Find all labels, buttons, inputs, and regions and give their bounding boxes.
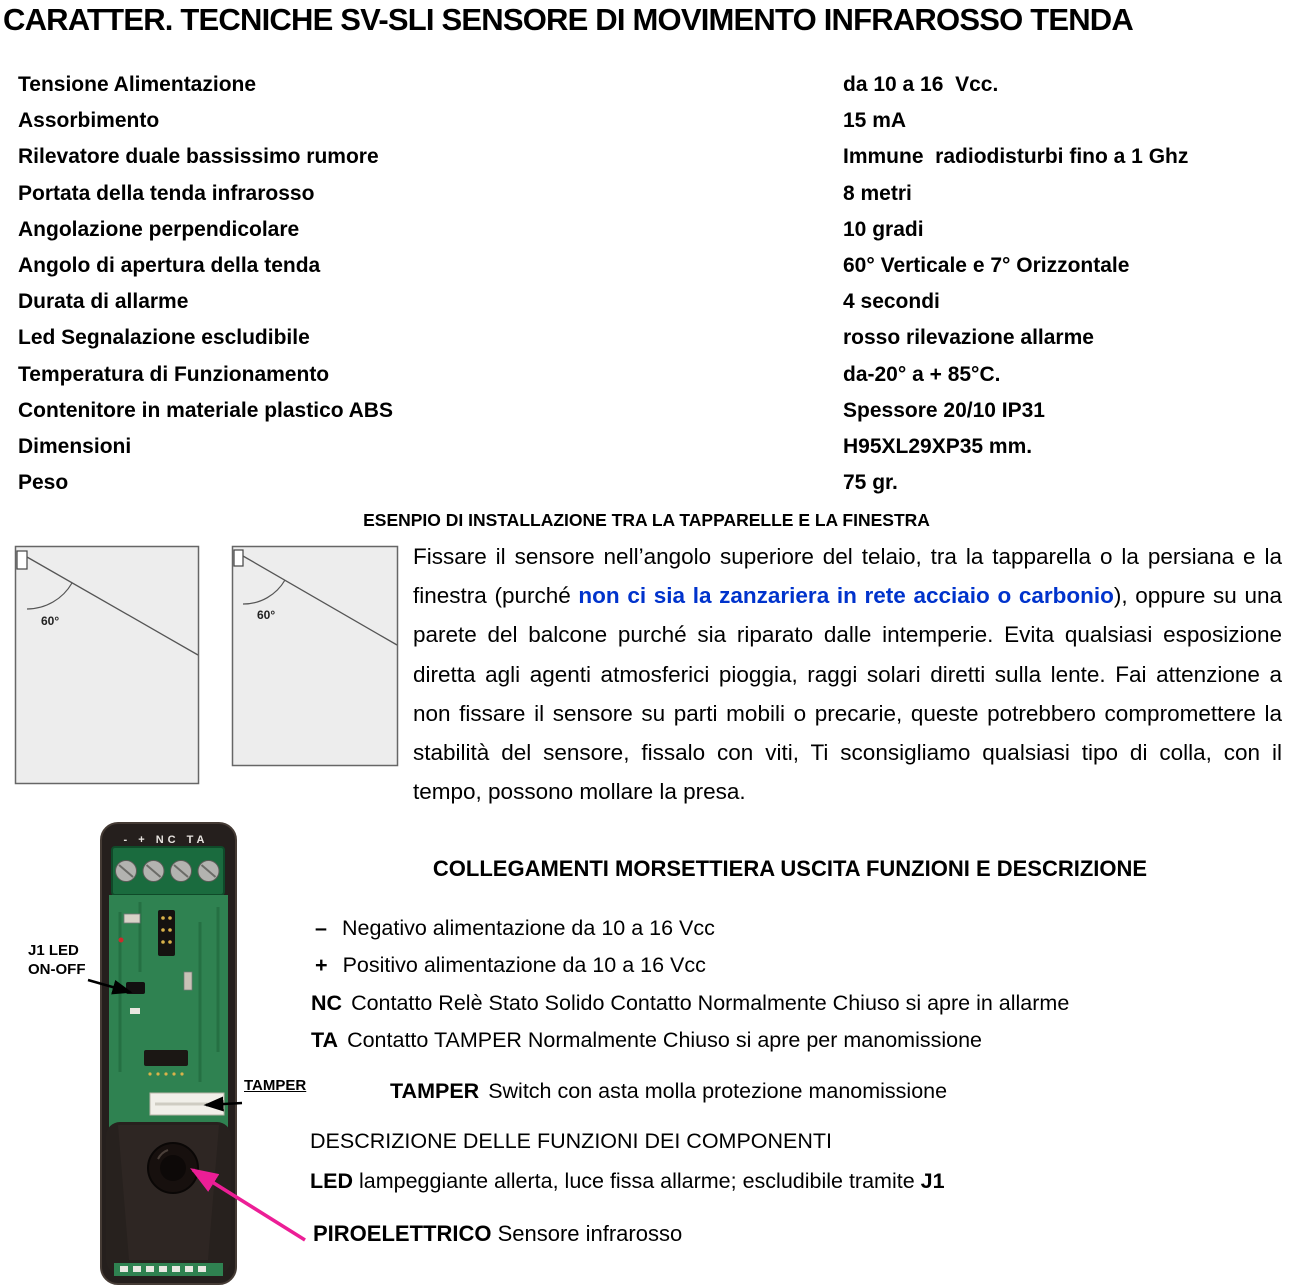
spec-label: Peso: [18, 471, 69, 495]
piro-term: PIROELETTRICO: [313, 1221, 492, 1246]
connection-desc: Negativo alimentazione da 10 a 16 Vcc: [341, 916, 715, 940]
piro-function-line: [313, 1221, 682, 1247]
spec-value: 8 metri: [843, 181, 912, 205]
connection-desc: Positivo alimentazione da 10 a 16 Vcc: [342, 953, 706, 978]
spec-label: Temperatura di Funzionamento: [18, 362, 330, 386]
window-frame: [16, 547, 199, 784]
tamper-term: TAMPER: [390, 1079, 480, 1103]
tamper-desc: Switch con asta molla protezione manomissione: [488, 1079, 948, 1103]
zanzariera-warning-text: non ci sia la zanzariera in rete acciaio o carbonio: [578, 583, 1114, 609]
spec-label: Dimensioni: [18, 435, 132, 459]
connection-term: TA: [311, 1028, 339, 1053]
ic-chip: [144, 1050, 188, 1066]
paragraph-text: ), oppure su una parete del balcone purché sia riparato dalle intemperie. Evita qualsiasi esposizione diretta agli agenti atmosferici pioggia, raggi solari diretti sulla lente. Fai attenzione a non fissare il sensore su parti mobili o precarie, queste potrebbero compromettere la stabilità del sensore, fissalo con viti, Ti sconsigliamo qualsiasi tipo di colla, con il tempo, possono mollare la presa.: [413, 583, 1282, 805]
led-indicator: [119, 938, 124, 943]
spec-label: Angolazione perpendicolare: [18, 217, 300, 241]
window-diagram-1: [14, 545, 200, 785]
led-function-line: [310, 1169, 945, 1194]
pcb-photo: [100, 822, 237, 1285]
spec-label: Led Segnalazione escludibile: [18, 326, 310, 350]
spec-value: 4 secondi: [843, 290, 940, 314]
j1-jumper: [126, 982, 145, 994]
installation-paragraph: [413, 537, 1282, 811]
spec-label: Angolo di apertura della tenda: [18, 254, 321, 278]
connections-heading: COLLEGAMENTI MORSETTIERA USCITA FUNZIONI E DESCRIZIONE: [432, 856, 1148, 881]
piro-desc: Sensore infrarosso: [491, 1221, 683, 1246]
spec-label: Durata di allarme: [18, 290, 189, 314]
tamper-function-line: [390, 1079, 947, 1104]
spec-label: Contenitore in materiale plastico ABS: [18, 398, 393, 422]
spec-value: 60° Verticale e 7° Orizzontale: [843, 254, 1130, 278]
connection-item-ta: [311, 1022, 1069, 1059]
led-j1-ref: J1: [920, 1169, 945, 1193]
page-title: CARATTER. TECNICHE SV-SLI SENSORE DI MOVIMENTO INFRAROSSO TENDA: [3, 2, 1133, 37]
window-diagram-2: [231, 545, 399, 767]
component-capacitor: [124, 914, 140, 923]
j1-label-line2: ON-OFF: [28, 961, 86, 978]
spec-value: 75 gr.: [843, 471, 898, 495]
spec-value: Immune radiodisturbi fino a 1 Ghz: [843, 145, 1189, 169]
j1-label-line1: J1 LED: [28, 942, 79, 959]
functions-heading: DESCRIZIONE DELLE FUNZIONI DEI COMPONENTI: [310, 1129, 833, 1153]
spec-value: da 10 a 16 Vcc.: [843, 73, 999, 96]
window-frame: [233, 547, 398, 766]
led-desc: lampeggiante allerta, luce fissa allarme; escludibile tramite: [353, 1169, 921, 1193]
paragraph-text: Fissare il sensore nell’angolo superiore del telaio, tra la tapparella o la persiana e la finestra (purché: [413, 544, 1282, 609]
sensor-mark: [17, 551, 27, 569]
bottom-terminal-strip: [114, 1263, 223, 1276]
spec-label: Portata della tenda infrarosso: [18, 181, 315, 205]
connection-term: NC: [311, 990, 343, 1015]
spec-value: rosso rilevazione allarme: [843, 326, 1094, 350]
connection-desc: Contatto Relè Stato Solido Contatto Normalmente Chiuso si apre in allarme: [351, 990, 1070, 1015]
spec-table: [18, 67, 1188, 501]
spec-value: 15 mA: [843, 109, 907, 133]
spec-value: H95XL29XP35 mm.: [843, 435, 1033, 459]
connection-desc: Contatto TAMPER Normalmente Chiuso si apre per manomissione: [347, 1028, 982, 1053]
connection-term: +: [315, 953, 328, 978]
connections-list: [311, 910, 1069, 1060]
angle-label: 60°: [257, 608, 276, 622]
spec-label: Tensione Alimentazione: [18, 73, 257, 96]
sensor-housing: [106, 1122, 231, 1274]
connection-item-negative: [311, 910, 1069, 947]
j1-led-onoff-label: [28, 941, 86, 979]
terminal-block: [112, 847, 224, 895]
silkscreen-mark: [130, 1008, 140, 1014]
spec-value: 10 gradi: [843, 217, 924, 241]
spec-label: Assorbimento: [18, 109, 160, 133]
spec-value: da-20° a + 85°C.: [843, 362, 1001, 386]
spec-value: Spessore 20/10 IP31: [843, 398, 1045, 422]
tamper-pointer-label: TAMPER: [244, 1077, 307, 1094]
component-resistor: [184, 972, 192, 990]
terminal-marking: - + NC TA: [123, 834, 209, 846]
spec-label: Rilevatore duale bassissimo rumore: [18, 145, 379, 169]
angle-label: 60°: [41, 614, 60, 628]
connection-item-positive: [311, 947, 1069, 984]
installation-heading: ESENPIO DI INSTALLAZIONE TRA LA TAPPARELLE E LA FINESTRA: [363, 510, 930, 530]
connection-term: –: [315, 916, 327, 940]
connection-item-nc: [311, 985, 1069, 1022]
sensor-mark: [234, 550, 243, 566]
pin-header: [158, 910, 175, 956]
led-term: LED: [310, 1169, 353, 1193]
